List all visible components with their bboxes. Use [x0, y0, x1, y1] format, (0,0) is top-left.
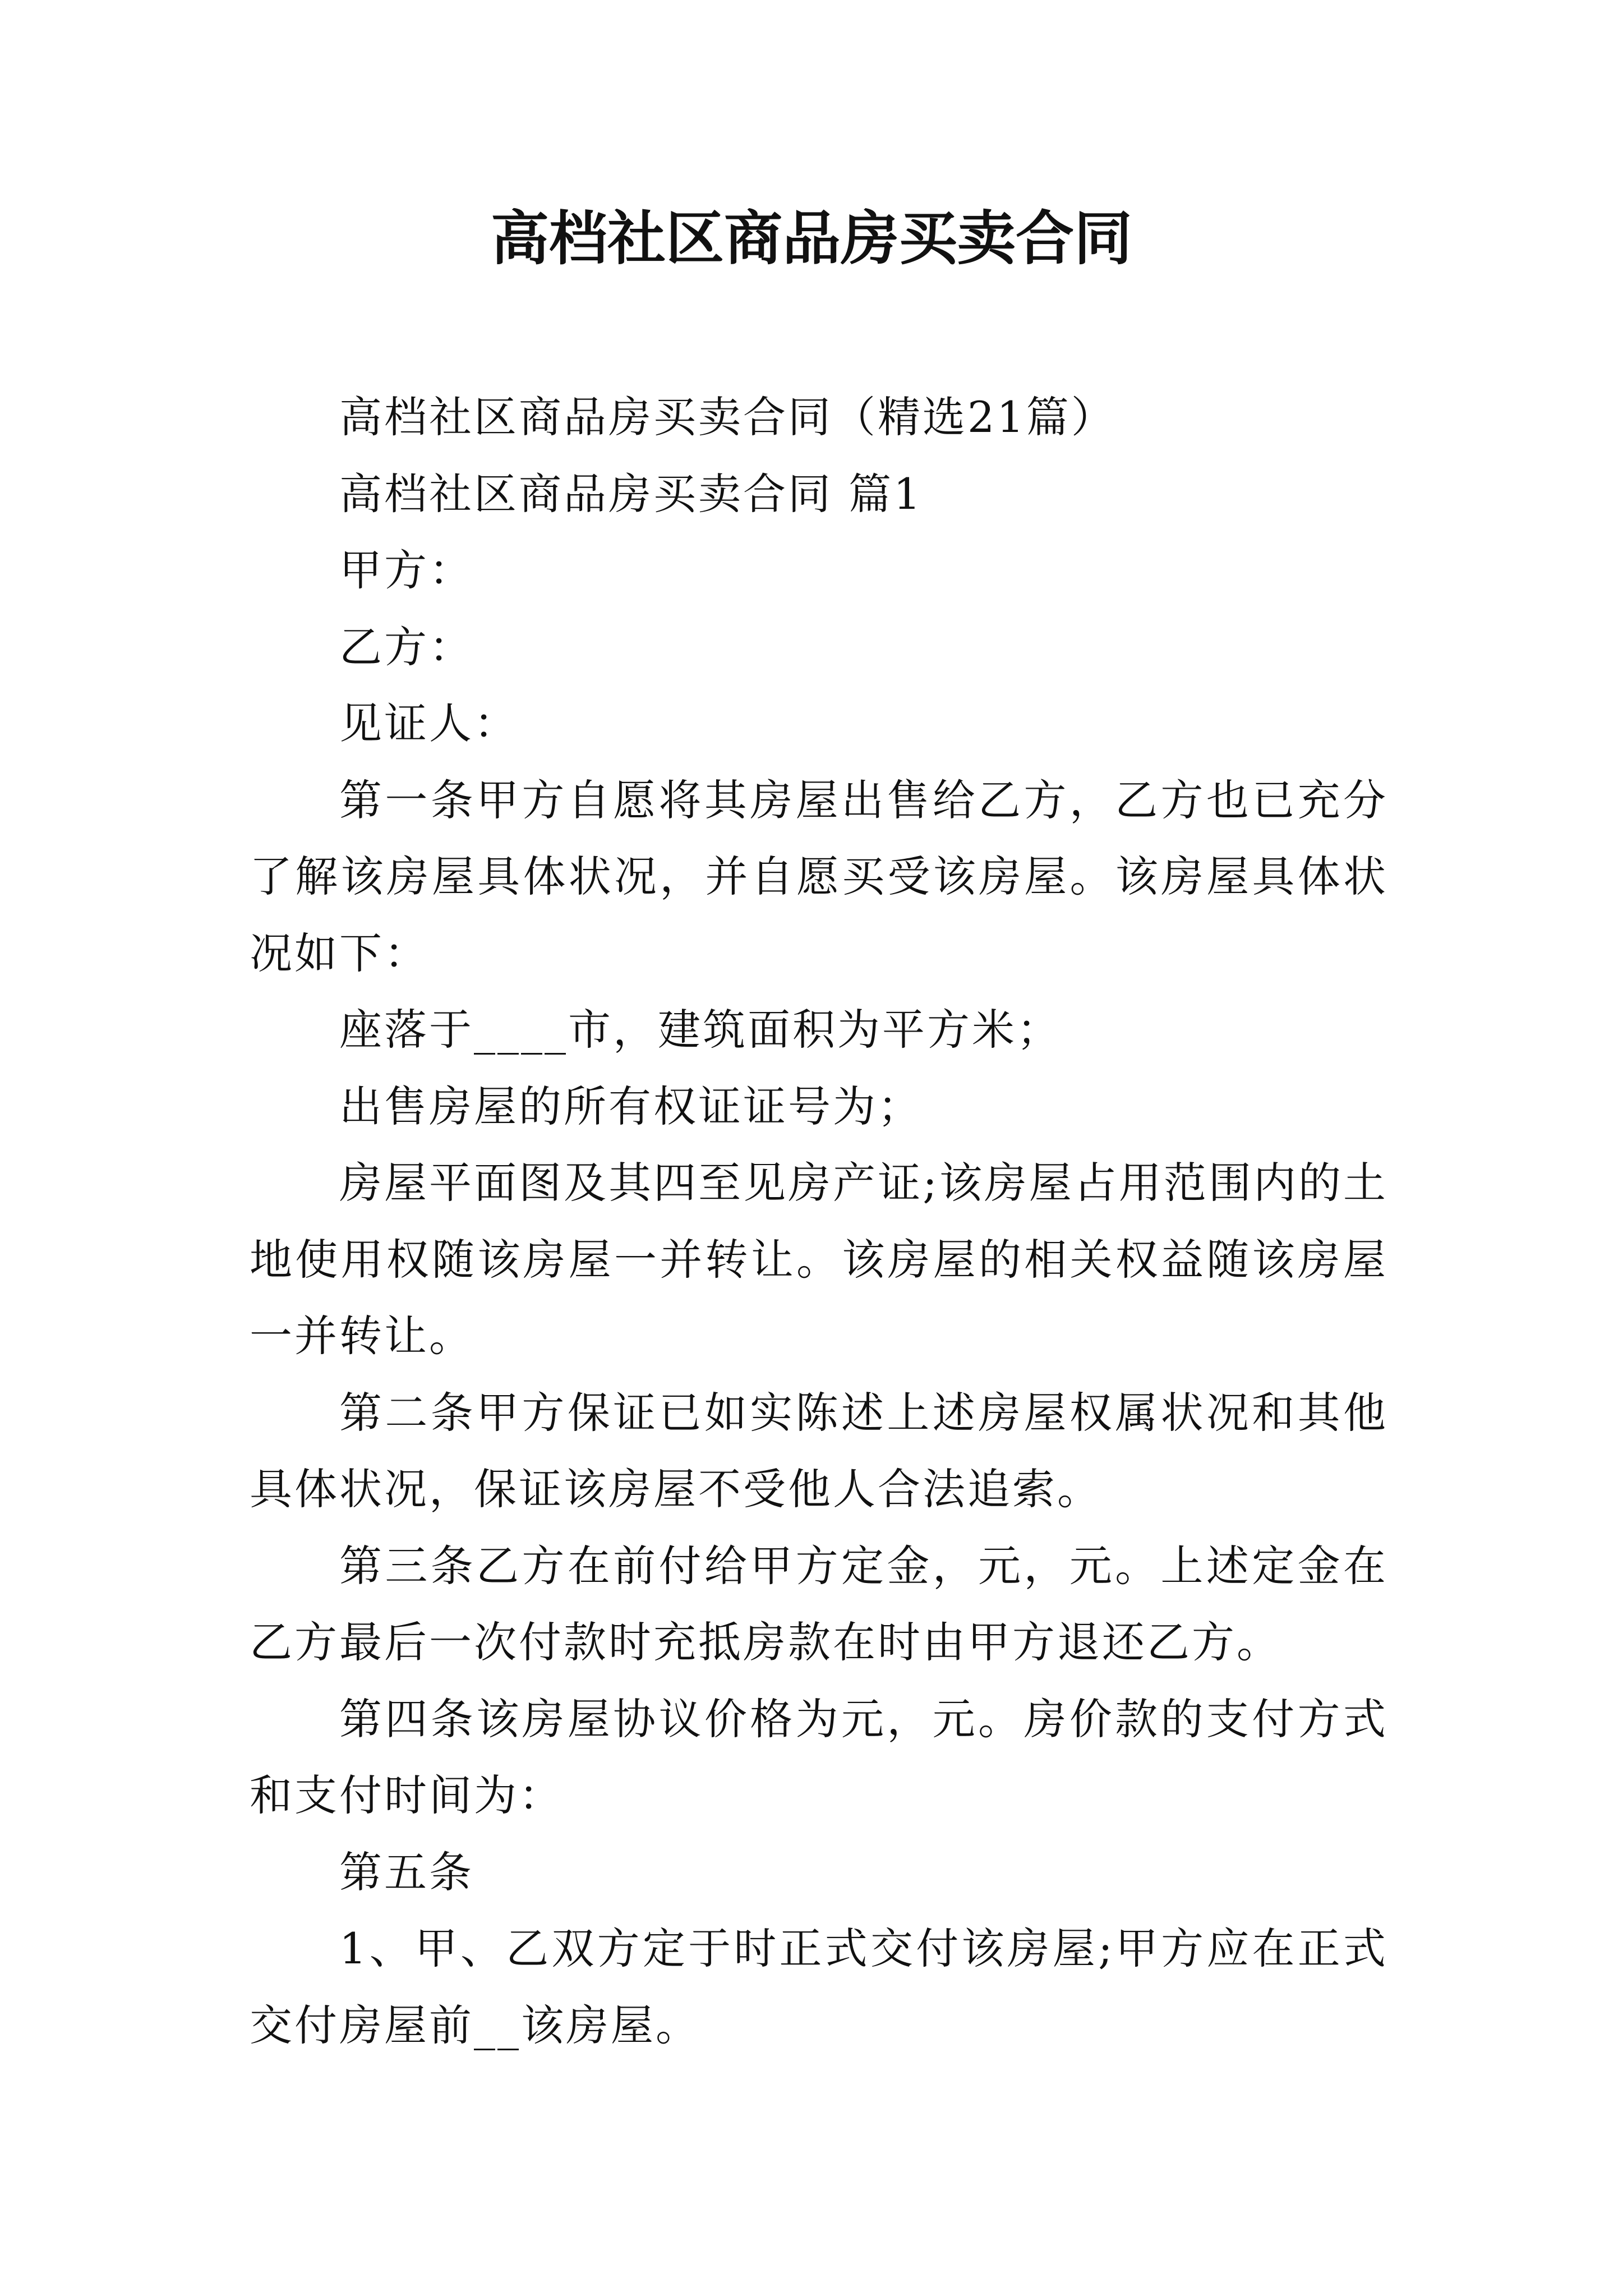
- subtitle-paragraph: 高档社区商品房买卖合同（精选21篇）: [339, 392, 1116, 442]
- document-body: [250, 379, 1388, 2064]
- article-2-paragraph: 第二条甲方保证已如实陈述上述房屋权属状况和其他具体状况，保证该房屋不受他人合法追索。: [250, 1387, 1388, 1514]
- section-heading: 高档社区商品房买卖合同 篇1: [339, 468, 923, 519]
- article-4-paragraph: 第四条该房屋协议价格为元，元。房价款的支付方式和支付时间为：: [250, 1694, 1388, 1820]
- article-3-paragraph: 第三条乙方在前付给甲方定金，元，元。上述定金在乙方最后一次付款时充抵房款在时由甲方退还乙方。: [250, 1540, 1388, 1667]
- article-5-heading: 第五条: [339, 1847, 474, 1897]
- floor-plan-paragraph: 房屋平面图及其四至见房产证;该房屋占用范围内的土地使用权随该房屋一并转让。该房屋的相关权益随该房屋一并转让。: [250, 1158, 1388, 1361]
- party-a-line: 甲方：: [339, 545, 474, 595]
- document-title: 高档社区商品房买卖合同: [490, 204, 1132, 273]
- article-5-item-1: 1、甲、乙双方定于时正式交付该房屋;甲方应在正式交付房屋前__该房屋。: [250, 1924, 1388, 2050]
- article-1-paragraph: 第一条甲方自愿将其房屋出售给乙方，乙方也已充分了解该房屋具体状况，并自愿买受该房屋。该房屋具体状况如下：: [250, 775, 1388, 978]
- witness-line: 见证人：: [339, 698, 519, 748]
- certificate-paragraph: 出售房屋的所有权证证号为；: [339, 1081, 923, 1131]
- party-b-line: 乙方：: [339, 622, 474, 672]
- location-paragraph: 座落于____市，建筑面积为平方米；: [339, 1005, 1062, 1055]
